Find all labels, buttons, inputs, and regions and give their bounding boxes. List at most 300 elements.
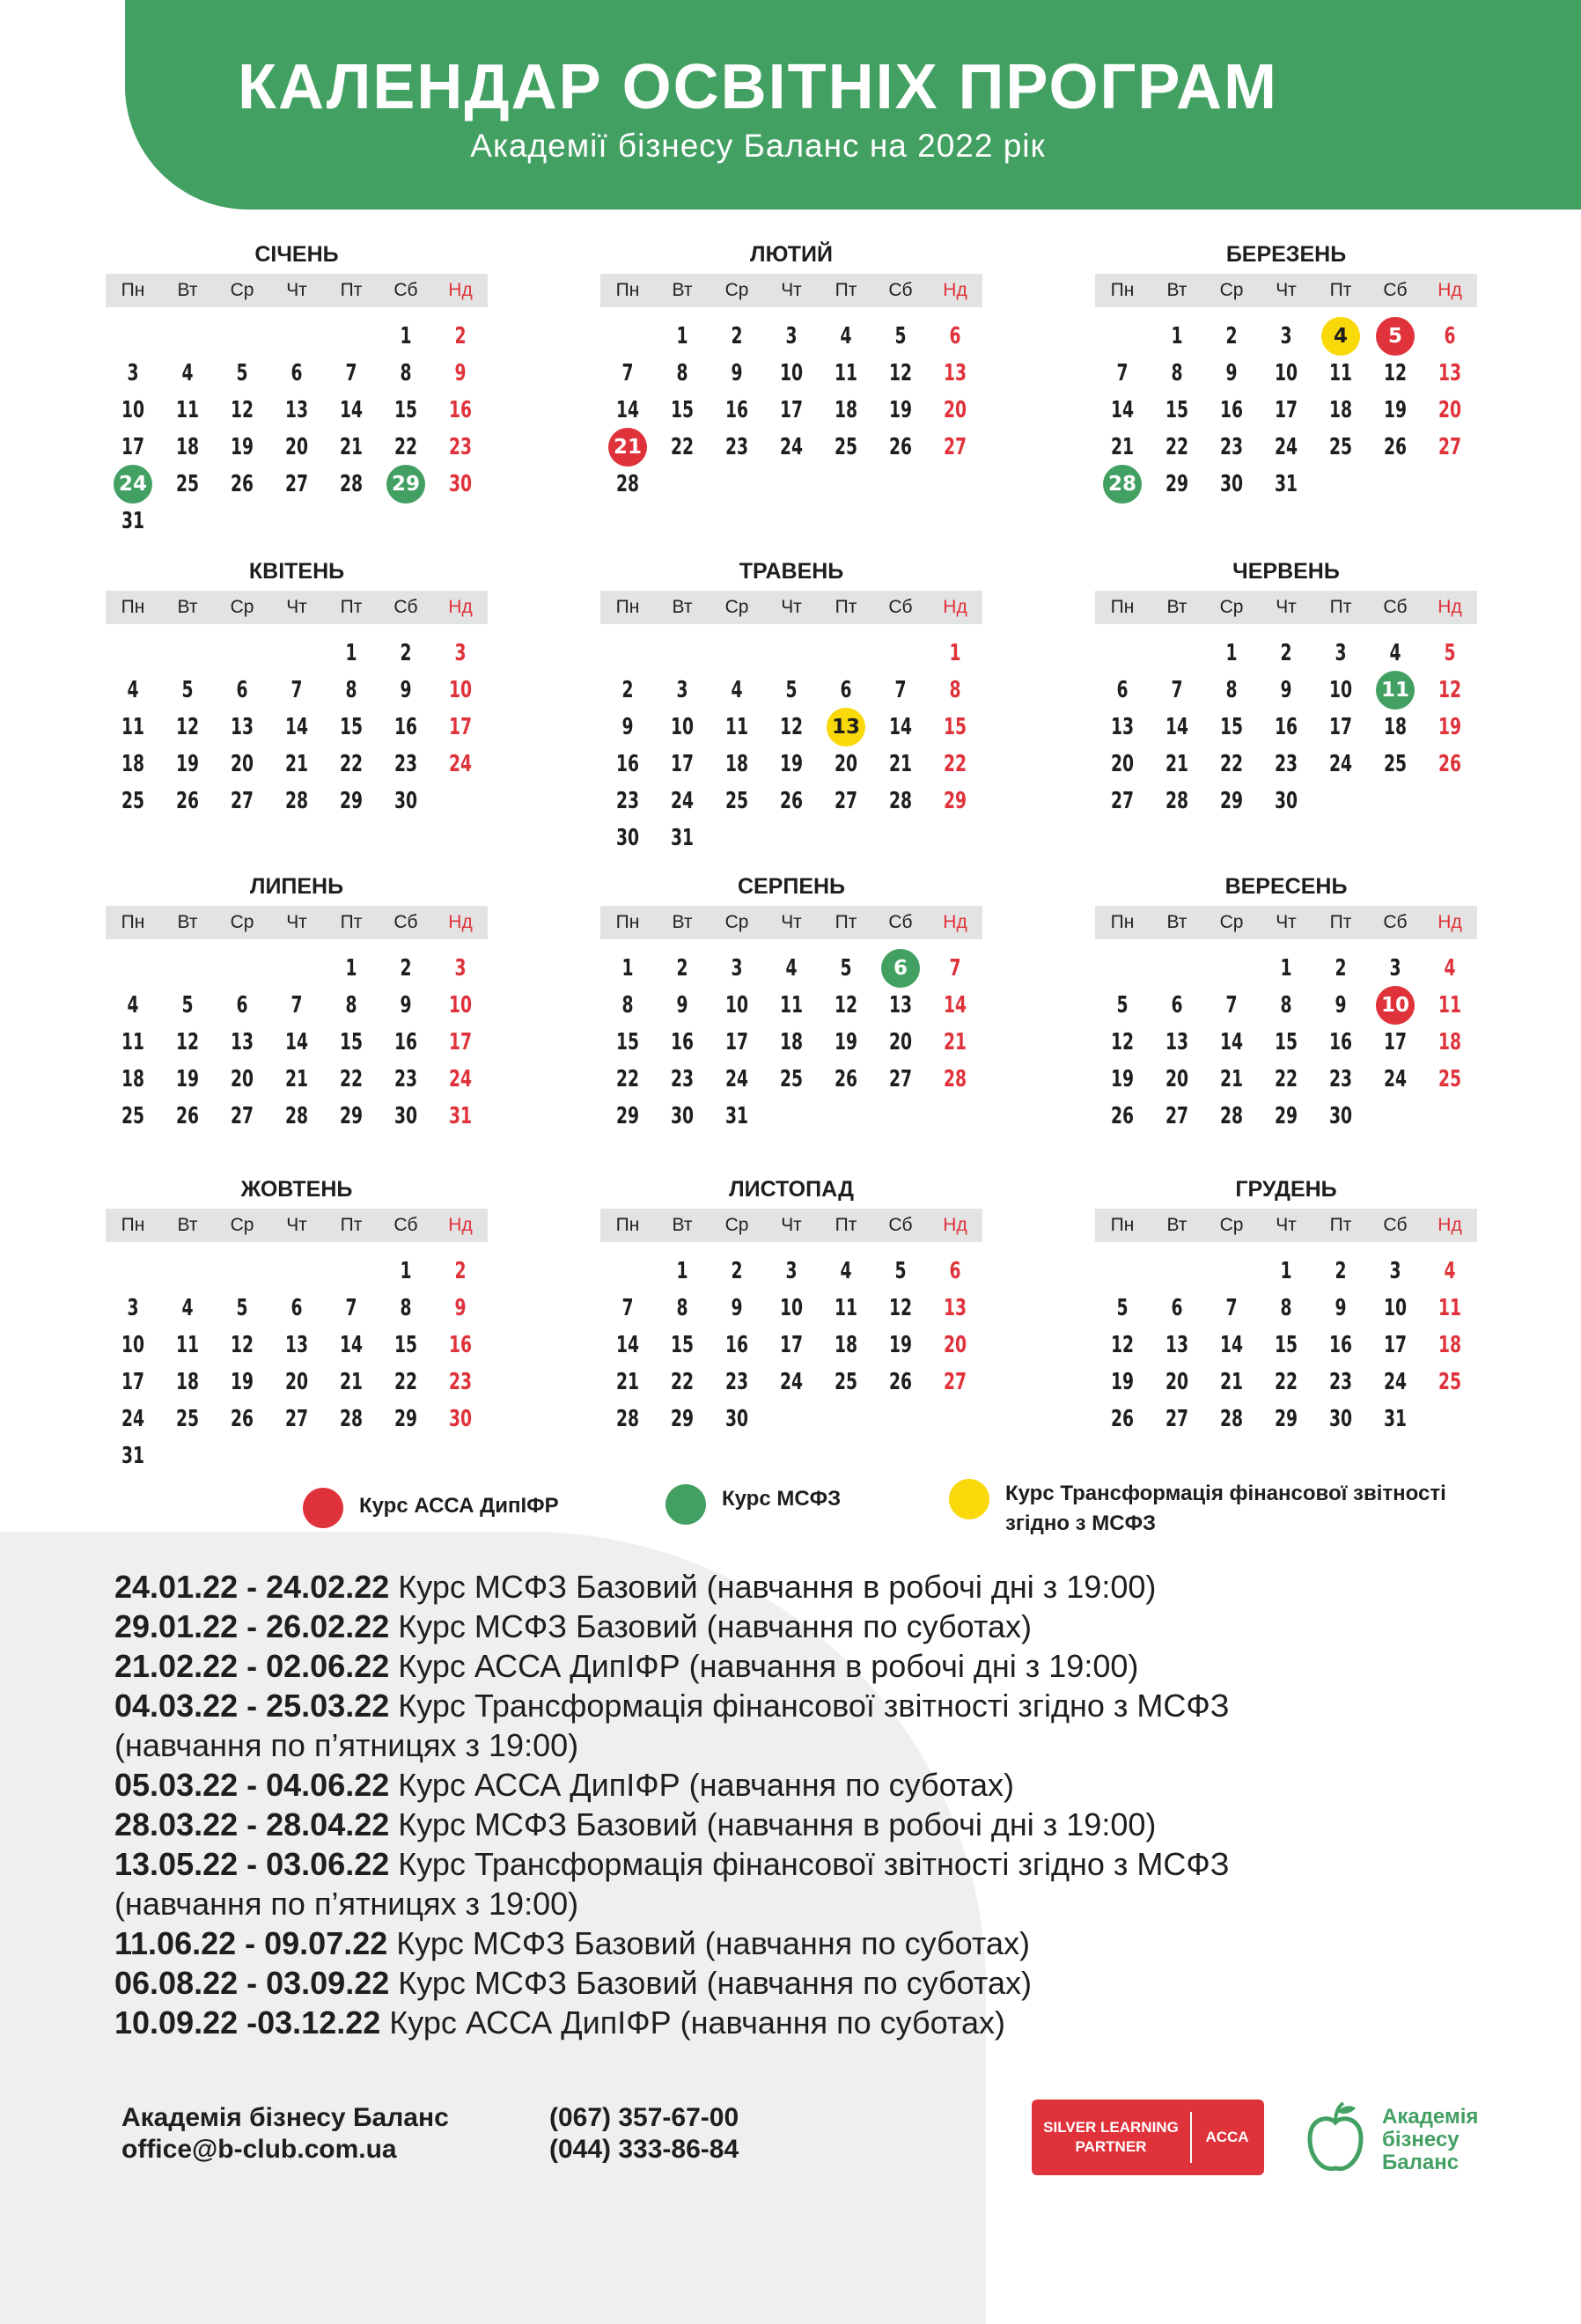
day-cell: [433, 672, 488, 709]
day-cell: [1150, 783, 1204, 820]
day-number: 7: [1225, 992, 1238, 1019]
day-cell: [215, 746, 269, 783]
day-number: 8: [345, 677, 357, 703]
day-cell: [600, 746, 655, 783]
day-number: 25: [1438, 1066, 1462, 1092]
day-number: 11: [175, 1332, 200, 1358]
day-cell: [655, 318, 710, 355]
day-cell: [379, 1290, 433, 1327]
day-number: 12: [175, 714, 200, 740]
day-cell: [600, 783, 655, 820]
day-cell: [600, 987, 655, 1024]
weekday-label: Вт: [1166, 912, 1188, 932]
day-number: 28: [284, 788, 309, 814]
day-cell: [928, 1253, 982, 1290]
day-cell: [1150, 1098, 1204, 1135]
day-number: 14: [1165, 714, 1189, 740]
schedule-item: [114, 1567, 1523, 1607]
weekday-label: Пн: [615, 280, 640, 300]
day-cell: [1259, 392, 1313, 429]
day-cell: [1423, 429, 1477, 466]
day-number: 10: [121, 1332, 145, 1358]
day-number: 22: [1274, 1066, 1298, 1092]
day-number: 20: [284, 434, 309, 460]
day-number: 28: [943, 1066, 967, 1092]
day-cell: [873, 429, 928, 466]
day-number: 10: [779, 1295, 804, 1321]
day-number: 13: [230, 1029, 254, 1055]
day-cell: [764, 672, 819, 709]
day-number: 23: [724, 434, 749, 460]
day-cell: [819, 1061, 873, 1098]
day-number: 15: [1219, 714, 1244, 740]
day-cell: [764, 1364, 819, 1401]
day-number: 3: [785, 1258, 798, 1284]
day-cell: [928, 429, 982, 466]
day-number: 8: [949, 677, 961, 703]
weekday-label: Пн: [121, 1215, 145, 1235]
day-number: 14: [1110, 397, 1135, 423]
weekday-label: Вт: [1166, 280, 1188, 300]
day-cell: [1150, 1024, 1204, 1061]
day-number: 6: [949, 323, 961, 349]
day-cell: [160, 1401, 215, 1438]
day-number: 28: [1219, 1406, 1244, 1432]
day-cell: [1368, 429, 1423, 466]
day-cell: [600, 1364, 655, 1401]
day-cell: [819, 1290, 873, 1327]
day-cell: [928, 1364, 982, 1401]
day-cell: [600, 466, 655, 503]
day-number: 9: [400, 992, 412, 1019]
day-cell: [1259, 1401, 1313, 1438]
day-number: 20: [1438, 397, 1462, 423]
empty-cell: [655, 635, 710, 672]
day-number: 22: [1274, 1369, 1298, 1395]
day-cell: [764, 392, 819, 429]
days-grid: [106, 318, 488, 540]
day-cell: [764, 709, 819, 746]
day-number: 9: [1335, 1295, 1347, 1321]
day-cell: [160, 746, 215, 783]
day-cell: [269, 429, 324, 466]
day-number: 11: [834, 1295, 858, 1321]
day-number: 31: [448, 1103, 473, 1129]
weekday-label: Нд: [943, 1215, 967, 1235]
day-number: 30: [670, 1103, 695, 1129]
day-cell: [379, 950, 433, 987]
day-number: 16: [1274, 714, 1298, 740]
weekday-label: Пт: [1329, 1215, 1352, 1235]
weekday-label: Пт: [835, 597, 857, 617]
day-cell: [379, 392, 433, 429]
day-cell: [928, 1290, 982, 1327]
day-number: 15: [1274, 1029, 1298, 1055]
day-number: 10: [448, 677, 473, 703]
day-number: 2: [731, 323, 743, 349]
day-cell: [1204, 355, 1259, 392]
day-number: 21: [284, 751, 309, 777]
day-number: 7: [621, 1295, 634, 1321]
day-number: 19: [1383, 397, 1408, 423]
day-number: 3: [1389, 1258, 1401, 1284]
day-cell: [1095, 429, 1150, 466]
day-number: 24: [779, 1369, 804, 1395]
schedule-item: [114, 1646, 1523, 1686]
day-cell: [1259, 1364, 1313, 1401]
day-cell: [324, 1364, 379, 1401]
day-cell: [160, 783, 215, 820]
day-cell: [1313, 635, 1368, 672]
day-number: 18: [834, 397, 858, 423]
days-grid: [600, 318, 982, 503]
day-number: 22: [393, 434, 418, 460]
day-number: 9: [454, 360, 467, 386]
day-number: 26: [779, 788, 804, 814]
day-cell: [160, 987, 215, 1024]
day-number: 22: [393, 1369, 418, 1395]
day-number: 4: [1444, 955, 1456, 982]
day-number: 31: [724, 1103, 749, 1129]
day-cell: [269, 392, 324, 429]
empty-cell: [764, 635, 819, 672]
day-cell: [160, 466, 215, 503]
days-grid: [1095, 950, 1477, 1135]
day-number: 27: [1165, 1406, 1189, 1432]
day-cell: [710, 355, 764, 392]
empty-cell: [873, 635, 928, 672]
day-cell: [215, 783, 269, 820]
weekday-label: Сб: [888, 1215, 913, 1235]
day-cell: [1259, 635, 1313, 672]
day-number: 25: [779, 1066, 804, 1092]
day-number: 1: [345, 640, 357, 666]
day-cell: [1423, 1364, 1477, 1401]
day-number: 24: [1328, 751, 1353, 777]
highlighted-day: [1368, 987, 1423, 1024]
schedule-text: Курс МСФЗ Базовий (навчання по суботах): [389, 1608, 1032, 1644]
day-cell: [269, 1061, 324, 1098]
day-number: 28: [1165, 788, 1189, 814]
day-cell: [379, 783, 433, 820]
day-cell: [1204, 1024, 1259, 1061]
day-cell: [764, 783, 819, 820]
day-cell: [1259, 987, 1313, 1024]
day-number: 8: [676, 1295, 688, 1321]
day-number: 27: [943, 1369, 967, 1395]
schedule-text: Курс МСФЗ Базовий (навчання по суботах): [389, 1965, 1032, 2001]
footer-contacts: [121, 2102, 449, 2166]
day-cell: [600, 355, 655, 392]
day-cell: [106, 429, 160, 466]
day-number: 12: [1110, 1332, 1135, 1358]
empty-cell: [106, 950, 160, 987]
day-cell: [433, 1253, 488, 1290]
schedule-dates: 13.05.22 - 03.06.22: [114, 1846, 390, 1882]
day-cell: [379, 355, 433, 392]
day-number: 14: [943, 992, 967, 1019]
day-cell: [819, 746, 873, 783]
weekday-label: Пн: [1110, 912, 1135, 932]
day-number: 15: [943, 714, 967, 740]
day-number: 12: [230, 397, 254, 423]
day-cell: [1150, 987, 1204, 1024]
day-number: 17: [121, 434, 145, 460]
weekday-label: Пн: [1110, 597, 1135, 617]
day-number: 23: [1274, 751, 1298, 777]
day-cell: [1423, 355, 1477, 392]
day-number: 17: [1328, 714, 1353, 740]
month-calendar: [1095, 555, 1477, 820]
weekday-header: [1095, 1209, 1477, 1242]
day-cell: [819, 1364, 873, 1401]
day-cell: [1150, 746, 1204, 783]
schedule-item: [114, 1607, 1523, 1646]
day-number: 20: [230, 751, 254, 777]
footer-phone-2[interactable]: (044) 333-86-84: [549, 2135, 739, 2164]
day-cell: [1423, 1061, 1477, 1098]
day-number: 1: [1171, 323, 1183, 349]
day-cell: [710, 672, 764, 709]
day-cell: [433, 1024, 488, 1061]
highlighted-day: [600, 429, 655, 466]
month-name: БЕРЕЗЕНЬ: [1225, 242, 1347, 267]
empty-cell: [269, 950, 324, 987]
day-cell: [106, 1061, 160, 1098]
highlighted-day: [1313, 318, 1368, 355]
weekday-label: Пт: [340, 912, 363, 932]
day-number: 20: [943, 397, 967, 423]
day-number: 19: [888, 1332, 913, 1358]
day-number: 8: [1225, 677, 1238, 703]
schedule-dates: 28.03.22 - 28.04.22: [114, 1806, 390, 1842]
days-grid: [106, 950, 488, 1135]
day-cell: [1313, 1290, 1368, 1327]
month-calendar: [600, 870, 982, 1135]
day-number: 29: [615, 1103, 640, 1129]
day-number: 8: [345, 992, 357, 1019]
day-cell: [655, 1098, 710, 1135]
red-dot-icon: [303, 1488, 343, 1528]
day-cell: [215, 1364, 269, 1401]
day-cell: [1313, 1098, 1368, 1135]
day-number: 30: [724, 1406, 749, 1432]
day-number: 20: [1165, 1369, 1189, 1395]
day-cell: [819, 950, 873, 987]
day-cell: [215, 987, 269, 1024]
day-cell: [379, 318, 433, 355]
day-cell: [1095, 1401, 1150, 1438]
day-number: 16: [393, 1029, 418, 1055]
day-number: 4: [181, 360, 194, 386]
day-cell: [764, 1327, 819, 1364]
month-calendar: [106, 1173, 488, 1475]
day-cell: [764, 746, 819, 783]
empty-cell: [215, 318, 269, 355]
day-number: 27: [834, 788, 858, 814]
day-number: 23: [615, 788, 640, 814]
day-number: 7: [1116, 360, 1129, 386]
day-cell: [160, 392, 215, 429]
day-cell: [269, 1024, 324, 1061]
day-number: 3: [1335, 640, 1347, 666]
day-cell: [819, 672, 873, 709]
day-number: 11: [175, 397, 200, 423]
day-cell: [1150, 1327, 1204, 1364]
day-number: 11: [779, 992, 804, 1019]
footer-email[interactable]: office@b-club.com.ua: [121, 2135, 397, 2164]
highlighted-day: [1095, 466, 1150, 503]
weekday-label: Пн: [121, 597, 145, 617]
day-cell: [1313, 1364, 1368, 1401]
day-cell: [1095, 1364, 1150, 1401]
day-cell: [928, 1024, 982, 1061]
day-cell: [710, 783, 764, 820]
weekday-label: Чт: [781, 280, 802, 300]
day-number: 25: [1383, 751, 1408, 777]
day-cell: [1204, 429, 1259, 466]
weekday-label: Пн: [121, 912, 145, 932]
weekday-header: [600, 274, 982, 307]
day-cell: [873, 1290, 928, 1327]
day-cell: [379, 1401, 433, 1438]
legend-acca: [303, 1479, 559, 1528]
day-cell: [1150, 318, 1204, 355]
day-number: 24: [779, 434, 804, 460]
day-number: 9: [1280, 677, 1292, 703]
weekday-label: Сб: [393, 597, 418, 617]
day-cell: [1204, 1061, 1259, 1098]
weekday-label: Пт: [340, 1215, 363, 1235]
day-number: 3: [454, 640, 467, 666]
day-cell: [764, 318, 819, 355]
day-number: 2: [731, 1258, 743, 1284]
day-number: 29: [393, 1406, 418, 1432]
day-number: 5: [1444, 640, 1456, 666]
schedule-text: Курс МСФЗ Базовий (навчання в робочі дні з 19:00): [389, 1569, 1157, 1605]
day-number: 15: [670, 397, 695, 423]
day-cell: [1095, 709, 1150, 746]
day-number: 13: [230, 714, 254, 740]
day-number: 29: [339, 1103, 364, 1129]
weekday-label: Нд: [448, 1215, 473, 1235]
day-cell: [379, 635, 433, 672]
day-cell: [1368, 950, 1423, 987]
day-number: 3: [785, 323, 798, 349]
weekday-label: Ср: [1219, 280, 1244, 300]
month-name: ВЕРЕСЕНЬ: [1224, 874, 1348, 899]
day-number: 31: [1274, 471, 1298, 497]
day-number: 2: [621, 677, 634, 703]
day-number: 14: [615, 1332, 640, 1358]
footer-phone-1[interactable]: (067) 357-67-00: [549, 2103, 739, 2132]
day-number: 19: [834, 1029, 858, 1055]
day-number: 21: [1165, 751, 1189, 777]
day-number: 14: [1219, 1332, 1244, 1358]
day-cell: [710, 1098, 764, 1135]
day-number: 16: [670, 1029, 695, 1055]
day-number: 23: [448, 1369, 473, 1395]
day-cell: [1423, 1024, 1477, 1061]
day-number: 29: [670, 1406, 695, 1432]
day-cell: [1095, 1024, 1150, 1061]
empty-cell: [269, 318, 324, 355]
days-grid: [1095, 318, 1477, 503]
day-cell: [928, 987, 982, 1024]
weekday-label: Чт: [781, 597, 802, 617]
day-number: 1: [1280, 955, 1292, 982]
day-cell: [324, 672, 379, 709]
day-cell: [764, 950, 819, 987]
day-cell: [655, 392, 710, 429]
day-number: 17: [448, 1029, 473, 1055]
day-number: 1: [676, 1258, 688, 1284]
day-number: 23: [670, 1066, 695, 1092]
day-number: 11: [724, 714, 749, 740]
day-number: 7: [621, 360, 634, 386]
schedule-text: Курс АССА ДипІФР (навчання в робочі дні з 19:00): [389, 1648, 1139, 1684]
day-number: 13: [888, 992, 913, 1019]
day-number: 19: [779, 751, 804, 777]
day-cell: [1204, 318, 1259, 355]
day-cell: [215, 429, 269, 466]
day-cell: [1423, 709, 1477, 746]
day-cell: [1150, 355, 1204, 392]
day-number: 9: [731, 360, 743, 386]
day-number: 31: [670, 825, 695, 851]
day-number: 14: [284, 714, 309, 740]
day-cell: [1313, 709, 1368, 746]
day-cell: [269, 466, 324, 503]
day-cell: [655, 1401, 710, 1438]
day-number: 17: [1274, 397, 1298, 423]
day-number: 8: [676, 360, 688, 386]
day-cell: [873, 709, 928, 746]
day-cell: [1204, 783, 1259, 820]
schedule-item: [114, 1923, 1523, 1963]
day-number: 26: [888, 434, 913, 460]
day-number: 8: [1171, 360, 1183, 386]
day-number: 28: [339, 1406, 364, 1432]
day-number: 17: [670, 751, 695, 777]
day-number: 4: [127, 677, 139, 703]
day-number: 20: [888, 1029, 913, 1055]
day-cell: [160, 709, 215, 746]
day-cell: [106, 709, 160, 746]
day-number: 6: [840, 677, 852, 703]
day-number: 19: [230, 434, 254, 460]
day-number: 27: [284, 471, 309, 497]
day-number: 5: [1116, 1295, 1129, 1321]
day-number: 4: [731, 677, 743, 703]
day-cell: [1423, 950, 1477, 987]
day-number: 7: [1171, 677, 1183, 703]
schedule-dates: 10.09.22 -03.12.22: [114, 2004, 381, 2041]
day-number: 21: [284, 1066, 309, 1092]
day-number: 24: [1383, 1066, 1408, 1092]
month-name: СЕРПЕНЬ: [737, 874, 846, 899]
day-number: 10: [121, 397, 145, 423]
day-cell: [655, 672, 710, 709]
day-number: 8: [400, 360, 412, 386]
day-number: 8: [400, 1295, 412, 1321]
weekday-header: [600, 906, 982, 939]
day-number: 6: [236, 992, 248, 1019]
day-number: 13: [284, 397, 309, 423]
day-number: 15: [339, 714, 364, 740]
weekday-label: Чт: [286, 280, 307, 300]
day-cell: [764, 1253, 819, 1290]
